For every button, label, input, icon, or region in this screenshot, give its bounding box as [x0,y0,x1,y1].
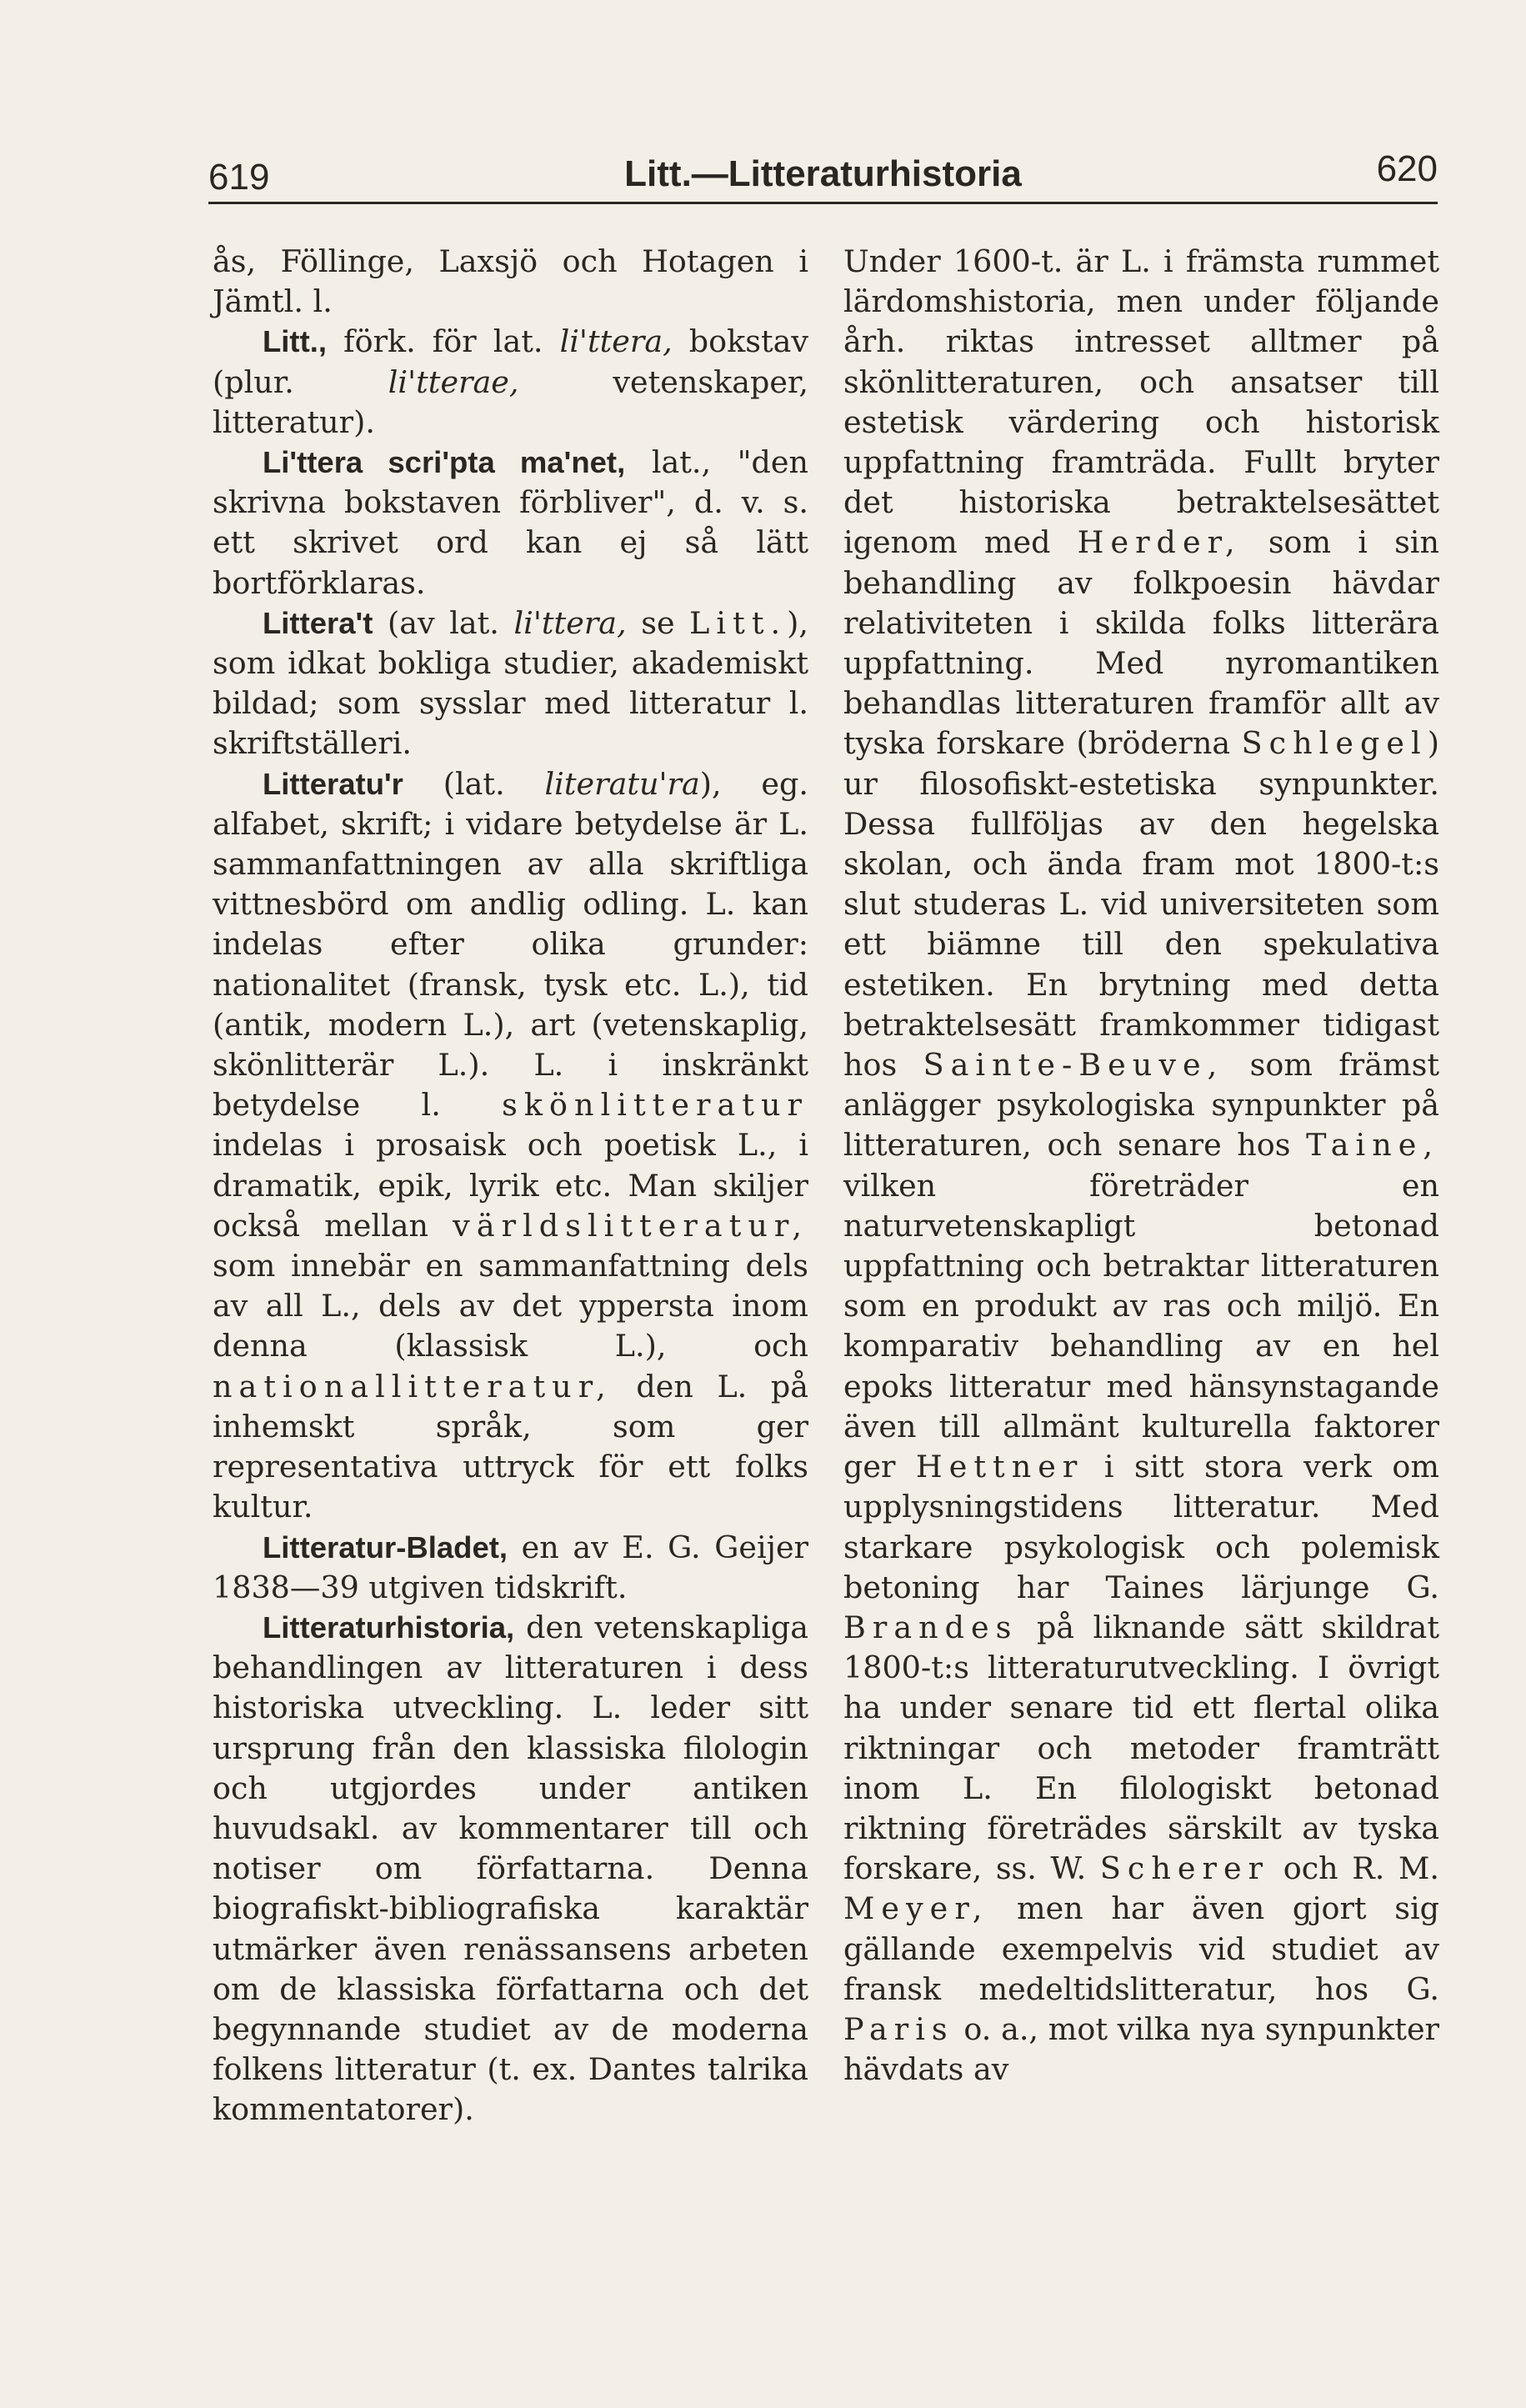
entry-litteratur: Litteratu'r (lat. literatu'ra), eg. alfabet, skrift; i vidare betydelse är L. sammanfattningen av alla skriftliga vittnesbörd om andlig odling. L. kan indelas efter olika grunder: nationalitet (fransk, tysk etc. L.), tid (antik, modern L.), art (vetenskaplig, skönlitterär L.). L. i inskränkt betydelse l. skönlitteratur indelas i prosaisk och poetisk L., i dramatik, epik, lyrik etc. Man skiljer också mellan världslitteratur, som innebär en sammanfattning dels av all L., dels av det yppersta inom denna (klassisk L.), och nationallitteratur, den L. på inhemskt språk, som ger representativa uttryck för ett folks kultur. [213,765,808,1525]
entry-litteratur-bladet: Litteratur-Bladet, en av E. G. Geijer 1838—39 utgiven tidskrift. [213,1529,808,1605]
headword: Litteratur-Bladet, [263,1529,508,1564]
right-column [843,242,1439,2090]
left-column [213,242,808,2130]
running-header [208,148,1438,202]
page-number-left: 619 [208,157,270,198]
entry-continuation: ås, Föllinge, Laxsjö och Hotagen i Jämtl. l. [213,243,808,320]
entry-littera-scripta: Li'ttera scri'pta ma'net, lat., "den skrivna bokstaven förbliver", d. v. s. ett skrivet ord kan ej så lätt bortförklaras. [213,444,808,601]
entry-litterat: Littera't (av lat. li'ttera, se Litt.), som idkat bokliga studier, akademiskt bildad; som sysslar med litteratur l. skriftställeri. [213,604,808,762]
headword: Littera't [263,605,373,640]
headword: Litteratu'r [263,766,403,801]
entry-litteraturhistoria-continued: Under 1600-t. är L. i främsta rummet lärdomshistoria, men under följande årh. riktas intresset alltmer på skönlitteraturen, och ansatser till estetisk värdering och historisk uppfattning framträda. Fullt bryter det historiska betraktelsesättet igenom med Herder, som i sin behandling av folkpoesin hävdar relativiteten i skilda folks litterära uppfattning. Med nyromantiken behandlas litteraturen framför allt av tyska forskare (bröderna Schlegel) ur filosofiskt-estetiska synpunkter. Dessa fullföljas av den hegelska skolan, och ända fram mot 1800-t:s slut studeras L. vid universiteten som ett biämne till den spekulativa estetiken. En brytning med detta betraktelsesätt framkommer tidigast hos Sainte-Beuve, som främst anlägger psykologiska synpunkter på litteraturen, och senare hos Taine, vilken företräder en naturvetenskapligt betonad uppfattning och betraktar litteraturen som en produkt av ras och miljö. En komparativ behandling av en hel epoks litteratur med hänsynstagande även till allmänt kulturella faktorer ger Hettner i sitt stora verk om upplysningstidens litteratur. Med starkare psykologisk och polemisk betoning har Taines lärjunge G. Brandes på liknande sätt skildrat 1800-t:s litteraturutveckling. I övrigt ha under senare tid ett flertal olika riktningar och metoder framträtt inom L. En filologiskt betonad riktning företrädes särskilt av tyska forskare, ss. W. Scherer och R. M. Meyer, men har även gjort sig gällande exempelvis vid studiet av fransk medeltidslitteratur, hos G. Paris o. a., mot vilka nya synpunkter hävdats av [843,243,1439,2088]
headword: Litteraturhistoria, [263,1610,515,1645]
headword: Li'ttera scri'pta ma'net, [263,445,626,480]
entry-litteraturhistoria: Litteraturhistoria, den vetenskapliga behandlingen av litteraturen i dess historiska utveckling. L. leder sitt ursprung från den klassiska filologin och utgjordes under antiken huvudsakl. av kommentarer till och notiser om författarna. Denna biografiskt-bibliografiska karaktär utmärker även renässansens arbeten om de klassiska författarna och det begynnande studiet av de moderna folkens litteratur (t. ex. Dantes talrika kommentatorer). [213,1609,808,2128]
header-rule [208,202,1438,204]
running-title: Litt.—Litteraturhistoria [624,153,1022,194]
entry-litt: Litt., förk. för lat. li'ttera, bokstav (plur. li'tterae, vetenskaper, litteratur). [213,323,808,440]
page-number-right: 620 [1376,148,1438,189]
headword: Litt., [263,324,328,359]
